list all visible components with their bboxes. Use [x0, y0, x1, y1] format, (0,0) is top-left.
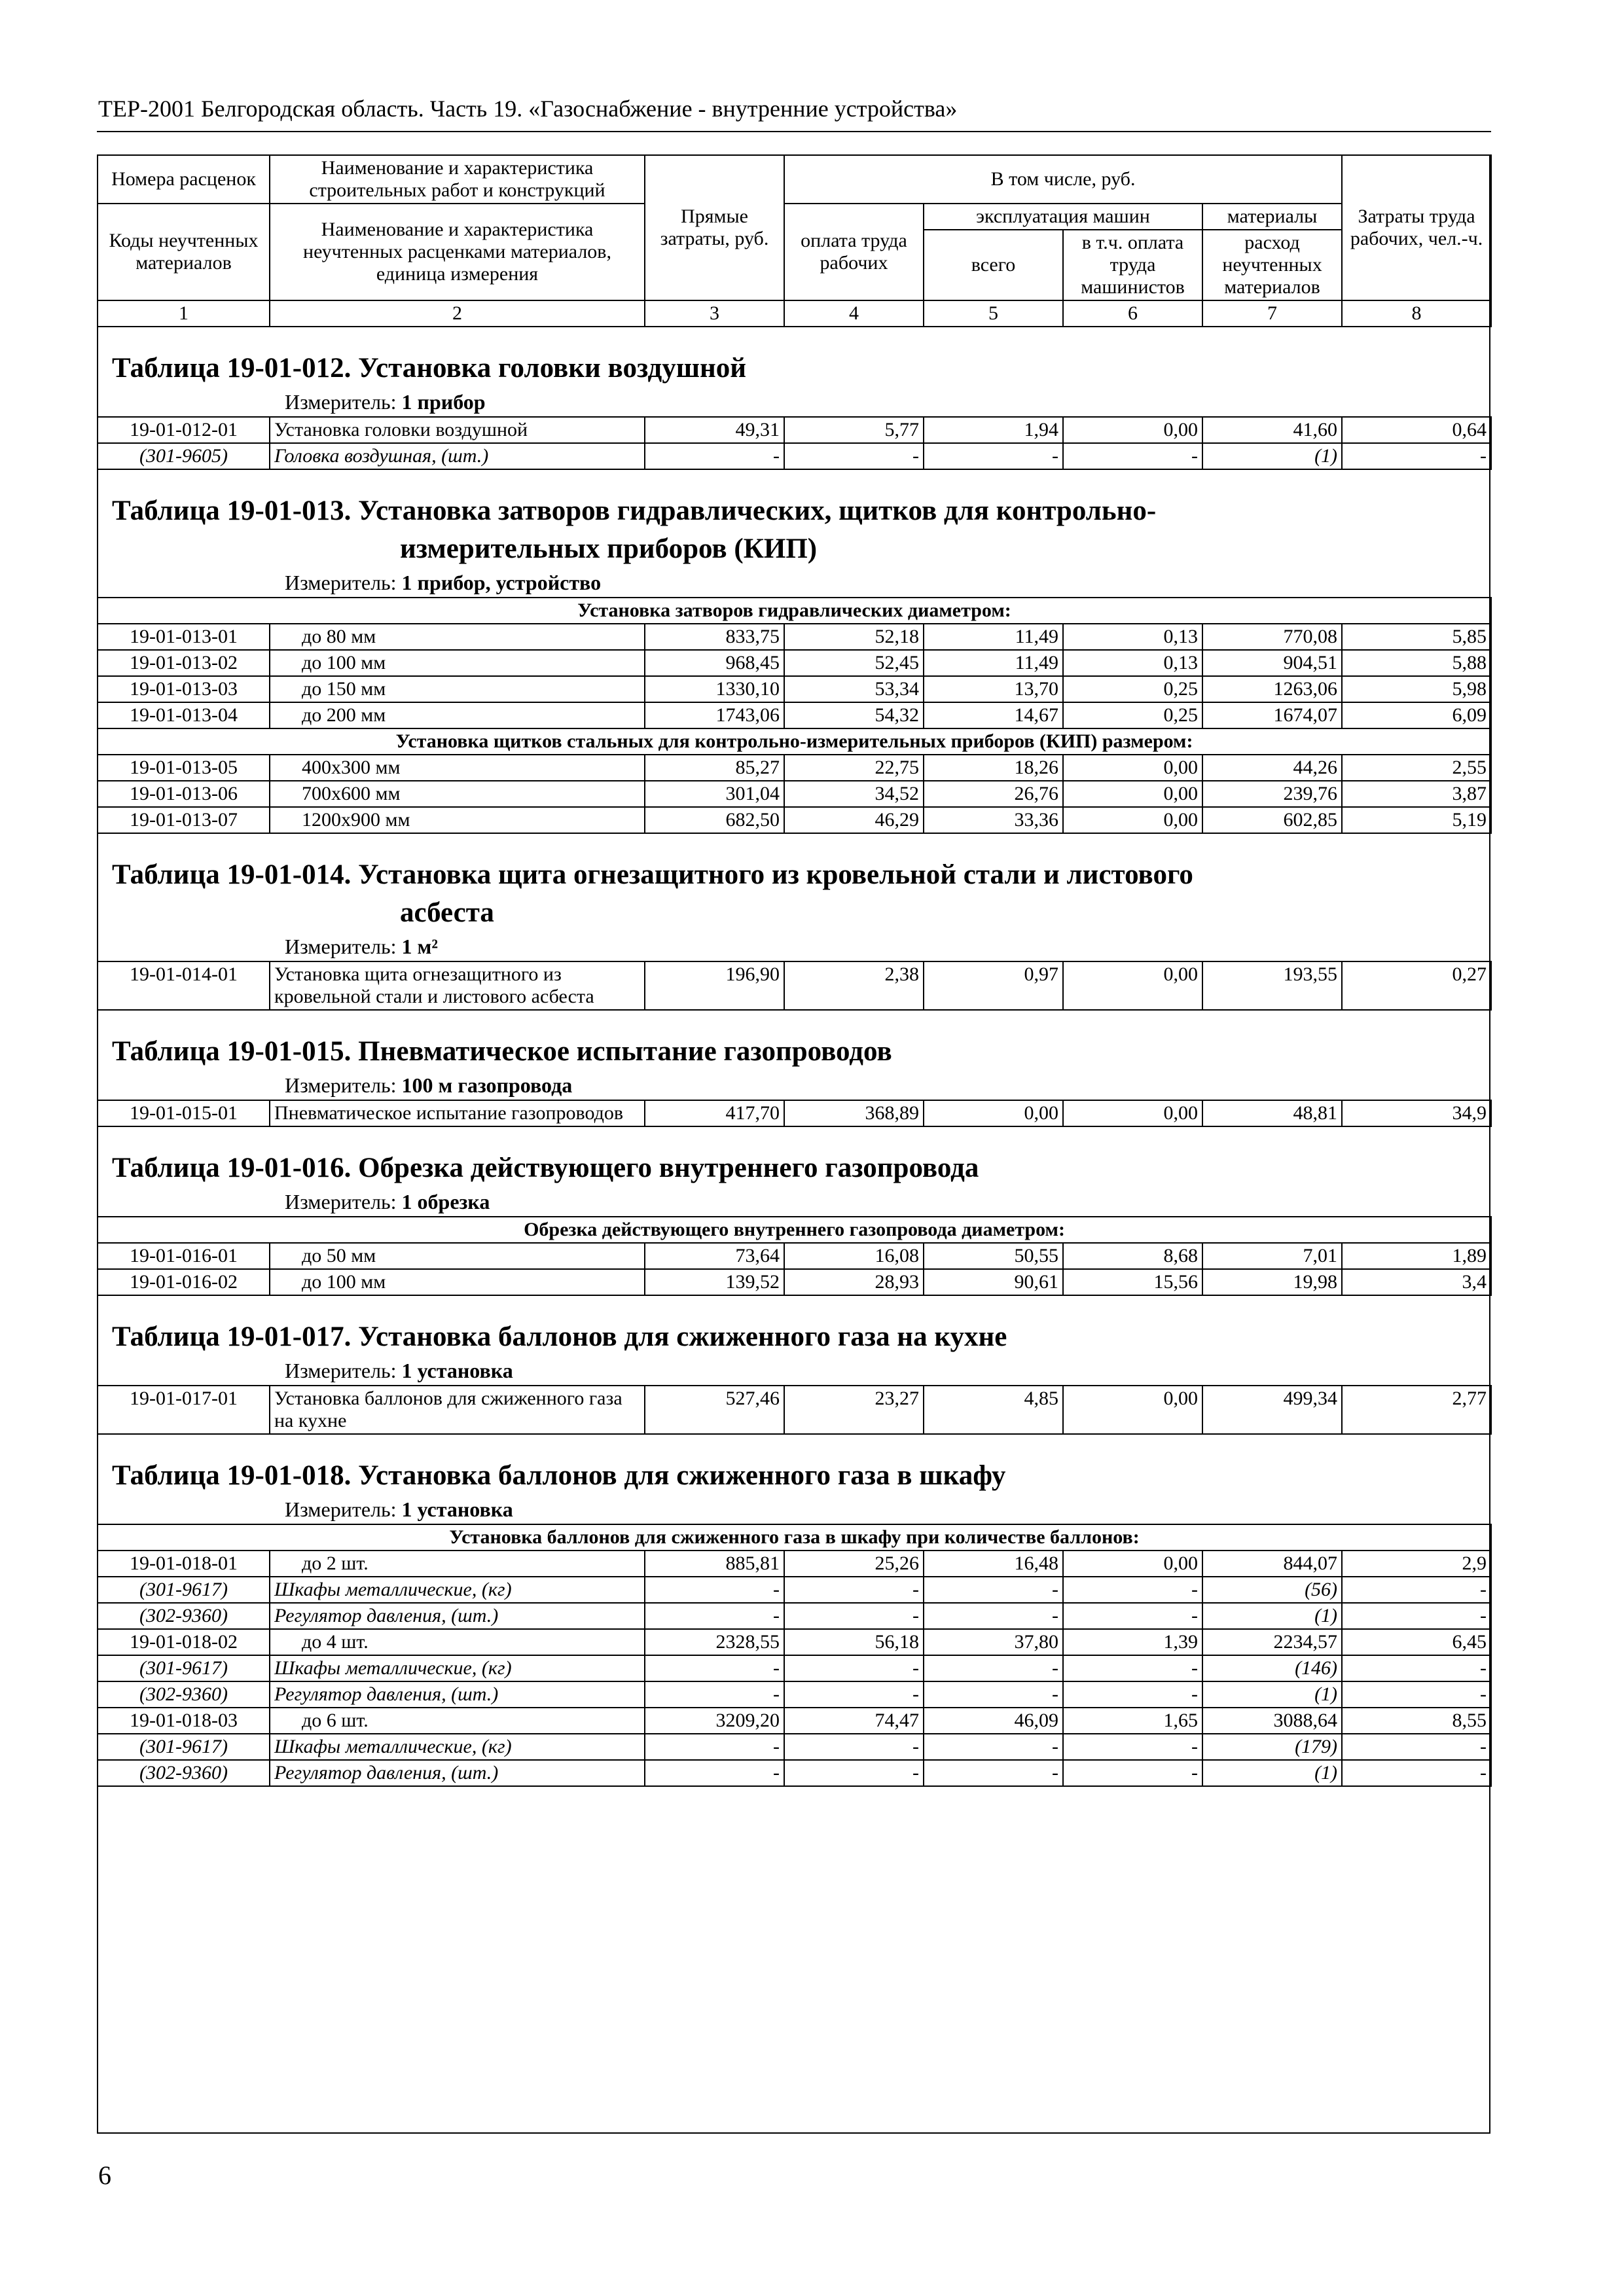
worker-pay: 16,08 — [784, 1243, 924, 1269]
col5-header: всего — [924, 230, 1063, 300]
rate-name: Шкафы металлические, (кг) — [270, 1734, 645, 1760]
worker-pay: 34,52 — [784, 781, 924, 807]
machines-total: 0,00 — [924, 1100, 1063, 1126]
col-number: 8 — [1342, 300, 1491, 327]
rate-name: до 2 шт. — [270, 1551, 645, 1577]
col-number: 3 — [645, 300, 784, 327]
labor-hours: 0,27 — [1342, 961, 1491, 1010]
materials-cost: 499,34 — [1202, 1386, 1342, 1434]
rate-code: (301-9617) — [98, 1577, 270, 1603]
rate-name: Установка баллонов для сжиженного газа на кухне — [270, 1386, 645, 1434]
machines-total: - — [924, 1681, 1063, 1708]
rate-name: Установка головки воздушной — [270, 417, 645, 443]
rate-name: Установка щита огнезащитного из кровельной стали и листового асбеста — [270, 961, 645, 1010]
rate-name: Регулятор давления, (шт.) — [270, 1603, 645, 1629]
labor-hours: 2,55 — [1342, 755, 1491, 781]
meter-value: 1 м² — [401, 935, 438, 958]
labor-hours: 5,85 — [1342, 624, 1491, 650]
rate-name: 700х600 мм — [270, 781, 645, 807]
materials-cost: (1) — [1202, 1760, 1342, 1786]
direct-cost: 49,31 — [645, 417, 784, 443]
section-title-line1: Таблица 19-01-017. Установка баллонов для сжиженного газа на кухне — [112, 1321, 1007, 1352]
machinist-pay: 15,56 — [1063, 1269, 1202, 1295]
rate-code: 19-01-013-06 — [98, 781, 270, 807]
rate-code: 19-01-013-04 — [98, 702, 270, 728]
worker-pay: 5,77 — [784, 417, 924, 443]
section-title-line1: Таблица 19-01-012. Установка головки воздушной — [112, 353, 747, 384]
rate-code: 19-01-016-01 — [98, 1243, 270, 1269]
machines-total: 14,67 — [924, 702, 1063, 728]
rate-name: до 50 мм — [270, 1243, 645, 1269]
direct-cost: 885,81 — [645, 1551, 784, 1577]
materials-cost: 44,26 — [1202, 755, 1342, 781]
labor-hours: 8,55 — [1342, 1708, 1491, 1734]
direct-cost: - — [645, 1681, 784, 1708]
rate-name: до 200 мм — [270, 702, 645, 728]
worker-pay: 25,26 — [784, 1551, 924, 1577]
machines-total: 18,26 — [924, 755, 1063, 781]
labor-hours: 1,89 — [1342, 1243, 1491, 1269]
machines-total: 11,49 — [924, 624, 1063, 650]
rate-name: 1200х900 мм — [270, 807, 645, 833]
direct-cost: - — [645, 1760, 784, 1786]
col7-header: расход неучтенных материалов — [1202, 230, 1342, 300]
section-title-line1: Таблица 19-01-015. Пневматическое испытание газопроводов — [112, 1036, 892, 1067]
rate-code: 19-01-013-05 — [98, 755, 270, 781]
rate-name: Пневматическое испытание газопроводов — [270, 1100, 645, 1126]
materials-cost: 1674,07 — [1202, 702, 1342, 728]
materials-cost: 7,01 — [1202, 1243, 1342, 1269]
machines-total: 33,36 — [924, 807, 1063, 833]
materials-cost: 904,51 — [1202, 650, 1342, 676]
direct-cost: 682,50 — [645, 807, 784, 833]
worker-pay: 54,32 — [784, 702, 924, 728]
rate-code: (301-9617) — [98, 1655, 270, 1681]
rate-code: 19-01-018-01 — [98, 1551, 270, 1577]
group-label: Обрезка действующего внутреннего газопровода диаметром: — [98, 1217, 1491, 1243]
labor-hours: 2,77 — [1342, 1386, 1491, 1434]
machinist-pay: 0,00 — [1063, 1551, 1202, 1577]
col1-top-header: Номера расценок — [98, 155, 270, 204]
machines-total: 0,97 — [924, 961, 1063, 1010]
machines-total: 46,09 — [924, 1708, 1063, 1734]
meter-value: 1 прибор, устройство — [401, 571, 602, 594]
machinist-pay: - — [1063, 1760, 1202, 1786]
machinist-pay: 0,00 — [1063, 1100, 1202, 1126]
direct-cost: - — [645, 1577, 784, 1603]
header-rule — [97, 131, 1491, 132]
labor-hours: 5,98 — [1342, 676, 1491, 702]
section-title-line1: Таблица 19-01-014. Установка щита огнезащитного из кровельной стали и листового — [112, 859, 1193, 890]
materials-cost: 193,55 — [1202, 961, 1342, 1010]
labor-hours: 2,9 — [1342, 1551, 1491, 1577]
labor-hours: - — [1342, 1760, 1491, 1786]
machinist-pay: 1,65 — [1063, 1708, 1202, 1734]
group-label: Установка баллонов для сжиженного газа в шкафу при количестве баллонов: — [98, 1524, 1491, 1551]
labor-hours: 6,45 — [1342, 1629, 1491, 1655]
direct-cost: 196,90 — [645, 961, 784, 1010]
worker-pay: 53,34 — [784, 676, 924, 702]
rate-code: 19-01-013-03 — [98, 676, 270, 702]
machines-total: 4,85 — [924, 1386, 1063, 1434]
labor-hours: - — [1342, 1655, 1491, 1681]
rate-code: 19-01-013-02 — [98, 650, 270, 676]
col2-top-header: Наименование и характеристика строительных работ и конструкций — [270, 155, 645, 204]
machinist-pay: 0,25 — [1063, 676, 1202, 702]
worker-pay: 22,75 — [784, 755, 924, 781]
labor-hours: 3,4 — [1342, 1269, 1491, 1295]
col1-bottom-header: Коды неучтенных материалов — [98, 204, 270, 300]
machines-total: 50,55 — [924, 1243, 1063, 1269]
rate-code: (301-9617) — [98, 1734, 270, 1760]
machines-total: 16,48 — [924, 1551, 1063, 1577]
direct-cost: 3209,20 — [645, 1708, 784, 1734]
machines-header: эксплуатация машин — [924, 204, 1202, 230]
direct-cost: 833,75 — [645, 624, 784, 650]
labor-hours: 5,88 — [1342, 650, 1491, 676]
machinist-pay: 0,00 — [1063, 417, 1202, 443]
rate-code: (301-9605) — [98, 443, 270, 469]
direct-cost: - — [645, 443, 784, 469]
worker-pay: 56,18 — [784, 1629, 924, 1655]
machines-total: 11,49 — [924, 650, 1063, 676]
materials-cost: (1) — [1202, 1681, 1342, 1708]
table-frame — [97, 154, 1490, 2134]
materials-cost: (1) — [1202, 1603, 1342, 1629]
materials-cost: 239,76 — [1202, 781, 1342, 807]
worker-pay: - — [784, 1681, 924, 1708]
direct-cost: 527,46 — [645, 1386, 784, 1434]
rate-name: Регулятор давления, (шт.) — [270, 1760, 645, 1786]
direct-cost: 85,27 — [645, 755, 784, 781]
labor-hours: - — [1342, 1577, 1491, 1603]
machines-total: - — [924, 443, 1063, 469]
incl-header: В том числе, руб. — [784, 155, 1342, 204]
machines-total: 90,61 — [924, 1269, 1063, 1295]
machinist-pay: - — [1063, 1655, 1202, 1681]
worker-pay: 46,29 — [784, 807, 924, 833]
col3-header: Прямые затраты, руб. — [645, 155, 784, 300]
machinist-pay: - — [1063, 1734, 1202, 1760]
materials-cost: (1) — [1202, 443, 1342, 469]
meter-value: 1 прибор — [401, 390, 486, 414]
col2-bottom-header: Наименование и характеристика неучтенных расценками материалов, единица измерения — [270, 204, 645, 300]
meter-value: 1 обрезка — [401, 1190, 490, 1213]
rate-name: Шкафы металлические, (кг) — [270, 1655, 645, 1681]
col-number: 6 — [1063, 300, 1202, 327]
worker-pay: 52,45 — [784, 650, 924, 676]
labor-hours: 0,64 — [1342, 417, 1491, 443]
rate-name: до 80 мм — [270, 624, 645, 650]
direct-cost: 417,70 — [645, 1100, 784, 1126]
machines-total: - — [924, 1655, 1063, 1681]
materials-cost: (179) — [1202, 1734, 1342, 1760]
materials-cost: 602,85 — [1202, 807, 1342, 833]
direct-cost: 2328,55 — [645, 1629, 784, 1655]
materials-cost: 1263,06 — [1202, 676, 1342, 702]
materials-cost: 3088,64 — [1202, 1708, 1342, 1734]
worker-pay: 368,89 — [784, 1100, 924, 1126]
col-number: 5 — [924, 300, 1063, 327]
rate-name: 400х300 мм — [270, 755, 645, 781]
materials-cost: 41,60 — [1202, 417, 1342, 443]
section-title-line2: асбеста — [400, 897, 494, 928]
machinist-pay: 1,39 — [1063, 1629, 1202, 1655]
machinist-pay: 0,00 — [1063, 755, 1202, 781]
worker-pay: - — [784, 1577, 924, 1603]
rate-code: 19-01-015-01 — [98, 1100, 270, 1126]
rate-name: Регулятор давления, (шт.) — [270, 1681, 645, 1708]
section-title-line1: Таблица 19-01-018. Установка баллонов для сжиженного газа в шкафу — [112, 1460, 1006, 1491]
materials-cost: 19,98 — [1202, 1269, 1342, 1295]
meter-label: Измеритель: — [285, 1073, 397, 1097]
worker-pay: - — [784, 1760, 924, 1786]
labor-hours: - — [1342, 1681, 1491, 1708]
materials-cost: 770,08 — [1202, 624, 1342, 650]
group-label: Установка щитков стальных для контрольно-измерительных приборов (КИП) размером: — [98, 728, 1491, 755]
worker-pay: - — [784, 443, 924, 469]
rate-code: 19-01-018-02 — [98, 1629, 270, 1655]
meter-value: 1 установка — [401, 1498, 513, 1521]
col-number: 2 — [270, 300, 645, 327]
direct-cost: 73,64 — [645, 1243, 784, 1269]
machinist-pay: 0,13 — [1063, 624, 1202, 650]
col6-header: в т.ч. оплата труда машинистов — [1063, 230, 1202, 300]
materials-cost: (146) — [1202, 1655, 1342, 1681]
col8-header: Затраты труда рабочих, чел.-ч. — [1342, 155, 1491, 300]
rate-code: 19-01-013-07 — [98, 807, 270, 833]
rate-name: до 100 мм — [270, 1269, 645, 1295]
rate-name: Головка воздушная, (шт.) — [270, 443, 645, 469]
machines-total: 1,94 — [924, 417, 1063, 443]
meter-label: Измеритель: — [285, 571, 397, 594]
machinist-pay: 0,00 — [1063, 961, 1202, 1010]
labor-hours: 3,87 — [1342, 781, 1491, 807]
col4-header: оплата труда рабочих — [784, 204, 924, 300]
machines-total: - — [924, 1603, 1063, 1629]
labor-hours: - — [1342, 1603, 1491, 1629]
machines-total: 26,76 — [924, 781, 1063, 807]
col-number: 7 — [1202, 300, 1342, 327]
meter-label: Измеритель: — [285, 1498, 397, 1521]
machinist-pay: - — [1063, 1603, 1202, 1629]
labor-hours: - — [1342, 1734, 1491, 1760]
machinist-pay: - — [1063, 1577, 1202, 1603]
materials-cost: 844,07 — [1202, 1551, 1342, 1577]
rate-code: 19-01-018-03 — [98, 1708, 270, 1734]
machinist-pay: 0,00 — [1063, 807, 1202, 833]
col-number: 4 — [784, 300, 924, 327]
machinist-pay: 8,68 — [1063, 1243, 1202, 1269]
meter-value: 1 установка — [401, 1359, 513, 1382]
worker-pay: 74,47 — [784, 1708, 924, 1734]
worker-pay: 23,27 — [784, 1386, 924, 1434]
rate-name: до 100 мм — [270, 650, 645, 676]
meter-label: Измеритель: — [285, 1359, 397, 1382]
rate-name: Шкафы металлические, (кг) — [270, 1577, 645, 1603]
labor-hours: 5,19 — [1342, 807, 1491, 833]
col-number: 1 — [98, 300, 270, 327]
rate-name: до 6 шт. — [270, 1708, 645, 1734]
machines-total: - — [924, 1760, 1063, 1786]
meter-value: 100 м газопровода — [401, 1073, 573, 1097]
direct-cost: - — [645, 1734, 784, 1760]
direct-cost: - — [645, 1655, 784, 1681]
direct-cost: 139,52 — [645, 1269, 784, 1295]
worker-pay: - — [784, 1655, 924, 1681]
machines-total: 13,70 — [924, 676, 1063, 702]
machinist-pay: 0,13 — [1063, 650, 1202, 676]
worker-pay: 52,18 — [784, 624, 924, 650]
group-label: Установка затворов гидравлических диаметром: — [98, 598, 1491, 624]
machinist-pay: - — [1063, 1681, 1202, 1708]
rate-code: (302-9360) — [98, 1760, 270, 1786]
rate-code: (302-9360) — [98, 1603, 270, 1629]
materials-cost: 2234,57 — [1202, 1629, 1342, 1655]
machinist-pay: 0,00 — [1063, 1386, 1202, 1434]
worker-pay: - — [784, 1734, 924, 1760]
section-title-line2: измерительных приборов (КИП) — [400, 533, 818, 564]
rate-code: 19-01-013-01 — [98, 624, 270, 650]
worker-pay: 2,38 — [784, 961, 924, 1010]
rate-code: 19-01-014-01 — [98, 961, 270, 1010]
labor-hours: - — [1342, 443, 1491, 469]
rate-code: 19-01-016-02 — [98, 1269, 270, 1295]
materials-cost: (56) — [1202, 1577, 1342, 1603]
machines-total: - — [924, 1734, 1063, 1760]
meter-label: Измеритель: — [285, 390, 397, 414]
meter-label: Измеритель: — [285, 1190, 397, 1213]
meter-label: Измеритель: — [285, 935, 397, 958]
machines-total: - — [924, 1577, 1063, 1603]
rate-code: 19-01-012-01 — [98, 417, 270, 443]
machinist-pay: 0,00 — [1063, 781, 1202, 807]
rate-name: до 4 шт. — [270, 1629, 645, 1655]
section-title-line1: Таблица 19-01-016. Обрезка действующего внутреннего газопровода — [112, 1153, 979, 1183]
direct-cost: 1743,06 — [645, 702, 784, 728]
section-title-line1: Таблица 19-01-013. Установка затворов гидравлических, щитков для контрольно- — [112, 495, 1157, 526]
rate-code: (302-9360) — [98, 1681, 270, 1708]
rate-code: 19-01-017-01 — [98, 1386, 270, 1434]
machinist-pay: 0,25 — [1063, 702, 1202, 728]
page-number: 6 — [98, 2161, 111, 2190]
materials-cost: 48,81 — [1202, 1100, 1342, 1126]
machinist-pay: - — [1063, 443, 1202, 469]
labor-hours: 34,9 — [1342, 1100, 1491, 1126]
machines-total: 37,80 — [924, 1629, 1063, 1655]
direct-cost: - — [645, 1603, 784, 1629]
labor-hours: 6,09 — [1342, 702, 1491, 728]
page-header: ТЕР-2001 Белгородская область. Часть 19. «Газоснабжение - внутренние устройства» — [98, 96, 958, 122]
materials-header: материалы — [1202, 204, 1342, 230]
direct-cost: 968,45 — [645, 650, 784, 676]
rate-name: до 150 мм — [270, 676, 645, 702]
direct-cost: 1330,10 — [645, 676, 784, 702]
worker-pay: - — [784, 1603, 924, 1629]
direct-cost: 301,04 — [645, 781, 784, 807]
worker-pay: 28,93 — [784, 1269, 924, 1295]
